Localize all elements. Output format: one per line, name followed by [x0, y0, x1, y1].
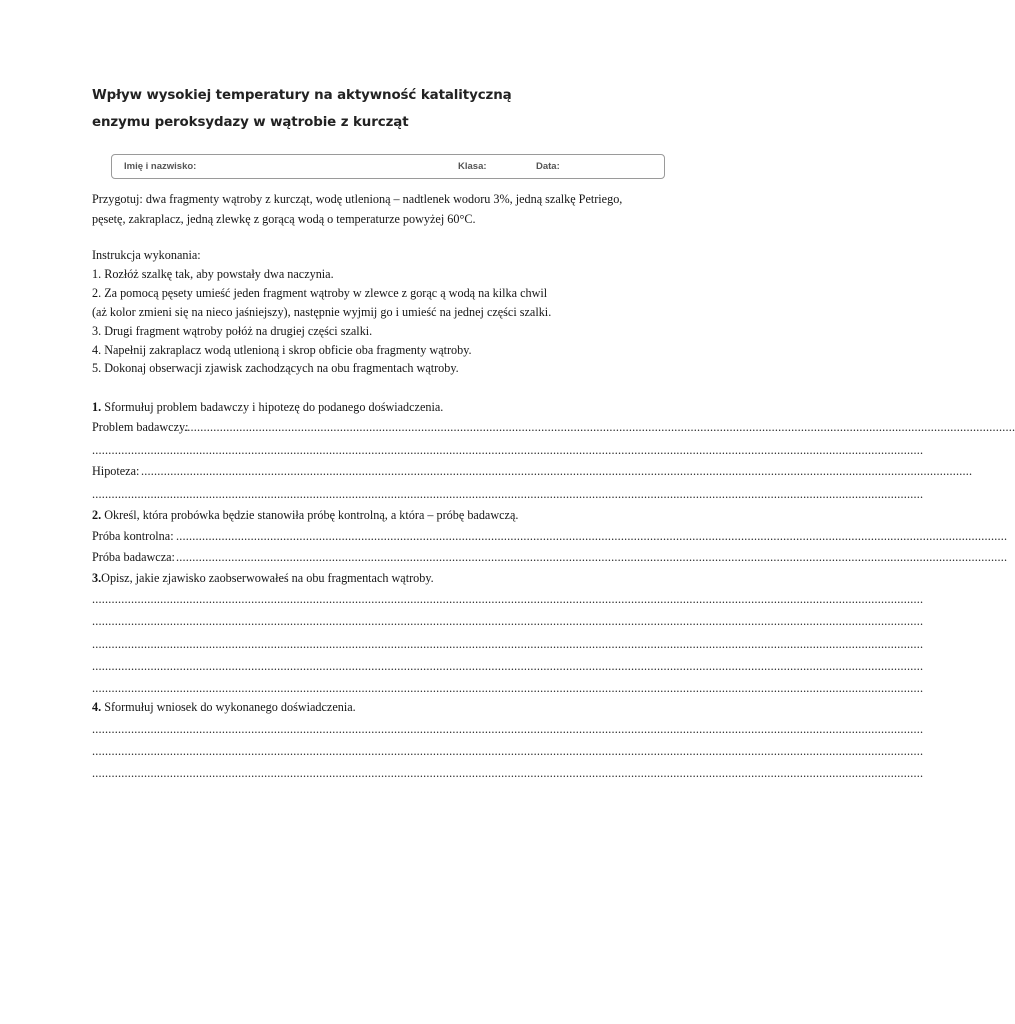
- question-2: [92, 508, 518, 523]
- observation-answer-line[interactable]: ................................................................................................................................................................................................................................................................: [92, 681, 924, 695]
- class-label: Klasa:: [458, 161, 487, 172]
- question-number: 4.: [92, 700, 102, 714]
- question-text: Określ, która probówka będzie stanowiła próbę kontrolną, a która – próbę badawczą.: [101, 508, 519, 522]
- prepare-line-2: pęsetę, zakraplacz, jedną zlewkę z gorącą wodą o temperaturze powyżej 60°C.: [92, 212, 476, 226]
- instruction-step: 3. Drugi fragment wątroby połóż na drugiej części szalki.: [92, 324, 373, 338]
- observation-answer-line[interactable]: ................................................................................................................................................................................................................................................................: [92, 614, 924, 628]
- question-4: [92, 700, 356, 715]
- control-sample-label: Próba kontrolna:: [92, 529, 174, 543]
- test-sample-answer-line[interactable]: ................................................................................................................................................................................................................................................................: [176, 550, 1008, 564]
- hypothesis-label: Hipoteza:: [92, 464, 140, 478]
- name-label: Imię i nazwisko:: [124, 161, 197, 172]
- question-number: 2.: [92, 508, 102, 522]
- question-number: 3.: [92, 571, 102, 585]
- instruction-step: 5. Dokonaj obserwacji zjawisk zachodzących na obu fragmentach wątroby.: [92, 361, 459, 375]
- worksheet-title-line-2: enzymu peroksydazy w wątrobie z kurcząt: [92, 115, 409, 130]
- instruction-step: (aż kolor zmieni się na nieco jaśniejszy), następnie wyjmij go i umieść na jednej części szalki.: [92, 305, 552, 319]
- question-1: [92, 400, 443, 415]
- problem-label: Problem badawczy:: [92, 420, 189, 434]
- question-number: 1.: [92, 400, 102, 414]
- instruction-step: 4. Napełnij zakraplacz wodą utlenioną i skrop obficie oba fragmenty wątroby.: [92, 343, 472, 357]
- conclusion-answer-line[interactable]: ................................................................................................................................................................................................................................................................: [92, 766, 924, 780]
- hypothesis-answer-line[interactable]: ................................................................................................................................................................................................................................................................: [141, 464, 973, 478]
- observation-answer-line[interactable]: ................................................................................................................................................................................................................................................................: [92, 659, 924, 673]
- observation-answer-line[interactable]: ................................................................................................................................................................................................................................................................: [92, 592, 924, 606]
- question-text: Opisz, jakie zjawisko zaobserwowałeś na obu fragmentach wątroby.: [101, 571, 434, 585]
- instruction-step: 1. Rozłóż szalkę tak, aby powstały dwa naczynia.: [92, 267, 334, 281]
- instruction-step: 2. Za pomocą pęsety umieść jeden fragment wątroby w zlewce z gorąc ą wodą na kilka chwil: [92, 286, 548, 300]
- worksheet-title-line-1: Wpływ wysokiej temperatury na aktywność katalityczną: [92, 88, 512, 103]
- conclusion-answer-line[interactable]: ................................................................................................................................................................................................................................................................: [92, 722, 924, 736]
- control-sample-answer-line[interactable]: ................................................................................................................................................................................................................................................................: [176, 529, 1008, 543]
- observation-answer-line[interactable]: ................................................................................................................................................................................................................................................................: [92, 637, 924, 651]
- instructions-heading: Instrukcja wykonania:: [92, 248, 201, 262]
- test-sample-label: Próba badawcza:: [92, 550, 175, 564]
- question-3: [92, 571, 434, 586]
- question-text: Sformułuj wniosek do wykonanego doświadczenia.: [101, 700, 356, 714]
- date-label: Data:: [536, 161, 560, 172]
- problem-answer-line[interactable]: ................................................................................................................................................................................................................................................................: [92, 443, 924, 457]
- student-info-box: [111, 154, 665, 179]
- question-text: Sformułuj problem badawczy i hipotezę do podanego doświadczenia.: [101, 400, 444, 414]
- hypothesis-answer-line[interactable]: ................................................................................................................................................................................................................................................................: [92, 487, 924, 501]
- prepare-line-1: Przygotuj: dwa fragmenty wątroby z kurcząt, wodę utlenioną – nadtlenek wodoru 3%, jedną szalkę Petriego,: [92, 192, 623, 206]
- conclusion-answer-line[interactable]: ................................................................................................................................................................................................................................................................: [92, 744, 924, 758]
- problem-answer-line[interactable]: ................................................................................................................................................................................................................................................................: [184, 420, 1015, 434]
